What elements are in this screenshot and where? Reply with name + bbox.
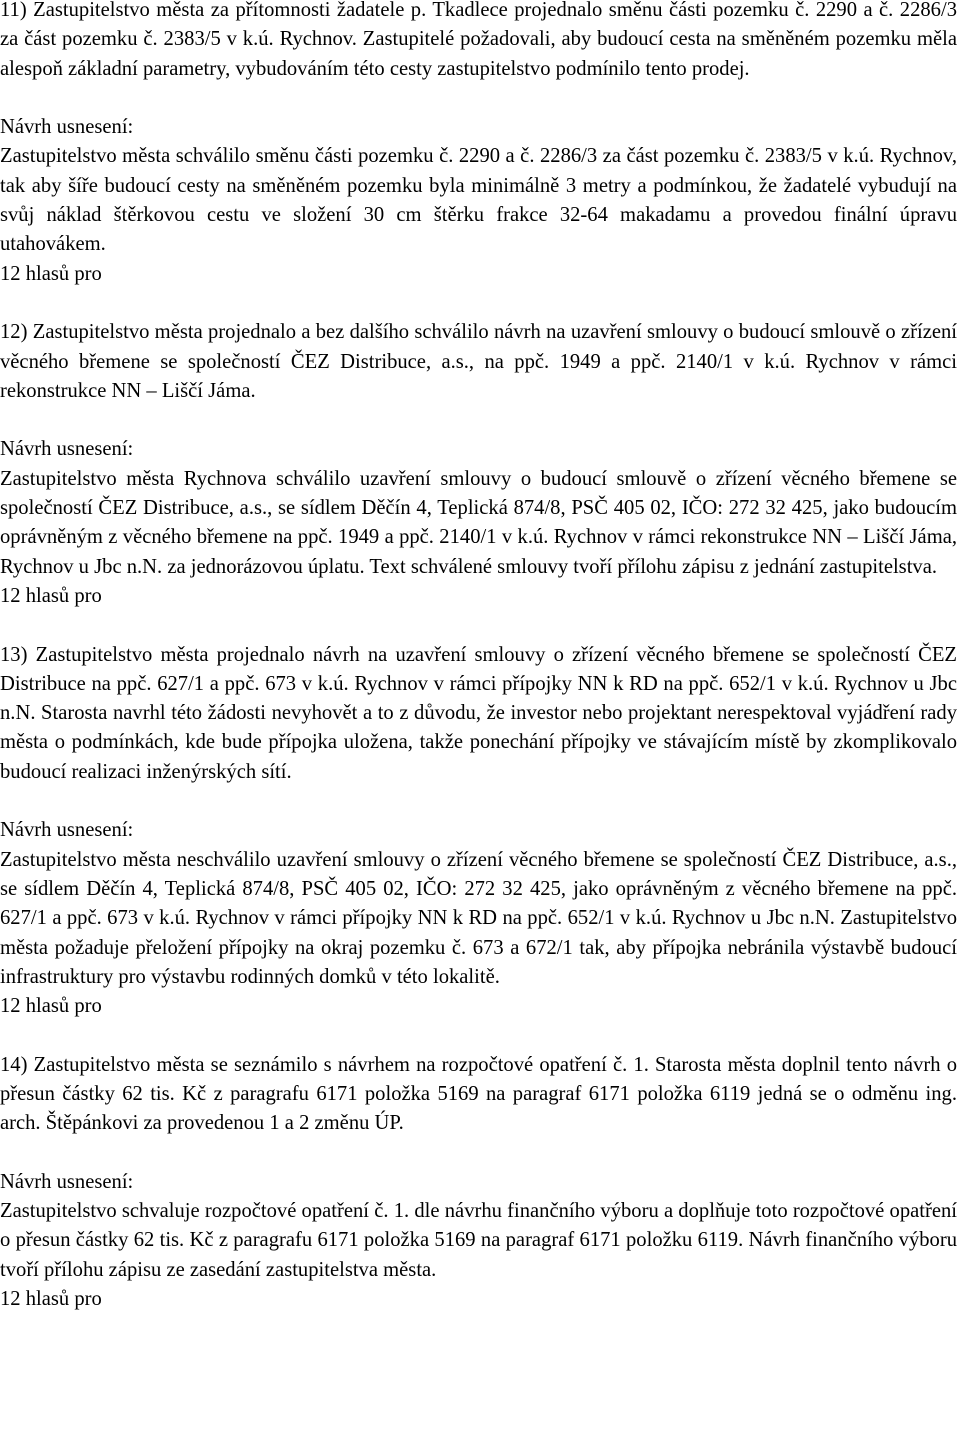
item-number: 14) [0, 1053, 28, 1076]
proposal-heading: Návrh usnesení: [0, 819, 134, 842]
agenda-item-12 [0, 318, 957, 611]
agenda-item-14 [0, 1051, 957, 1315]
vote-result: 12 hlasů pro [0, 262, 102, 285]
item-text [0, 318, 957, 406]
item-text [0, 641, 957, 787]
item-description: Zastupitelstvo města za přítomnosti žadatele p. Tkadlece projednalo směnu části pozemku č. 2290 a č. 2286/3 za část pozemku č. 2383/5 v k.ú. Rychnov. Zastupitelé požadovali, aby budoucí cesta na směněném pozemku měla alespoň základní parametry, vybudováním této cesty zastupitelstvo podmínilo tento prodej. [0, 0, 957, 80]
resolution-text: Zastupitelstvo schvaluje rozpočtové opatření č. 1. dle návrhu finančního výboru a doplňuje toto rozpočtové opatření o přesun částky 62 tis. Kč z paragrafu 6171 položka 5169 na paragraf 6171 položku 6119. Návrh finančního výboru tvoří přílohu zápisu ze zasedání zastupitelstva města. [0, 1200, 957, 1281]
proposal-heading: Návrh usnesení: [0, 116, 134, 139]
item-number: 13) [0, 643, 28, 666]
paragraph-spacer [0, 84, 957, 113]
paragraph-spacer [0, 1139, 957, 1168]
vote-result: 12 hlasů pro [0, 1288, 102, 1311]
resolution-text: Zastupitelstvo města schválilo směnu části pozemku č. 2290 a č. 2286/3 za část pozemku č. 2383/5 v k.ú. Rychnov, tak aby šíře budoucí cesty na směněném pozemku byla minimálně 3 metry a podmínkou, že žadatelé vybudují na svůj náklad štěrkovou cestu ve složení 30 cm štěrku frakce 32-64 makadamu a provedou finální úpravu utahovákem. [0, 145, 957, 256]
agenda-item-13 [0, 641, 957, 1022]
item-number: 11) [0, 0, 27, 21]
item-description: Zastupitelstvo města projednalo návrh na uzavření smlouvy o zřízení věcného břemene se společností ČEZ Distribuce na ppč. 627/1 a ppč. 673 v k.ú. Rychnov v rámci přípojky NN k RD na ppč. 652/1 v k.ú. Rychnov u Jbc n.N. Starosta navrhl této žádosti nevyhovět a to z důvodu, že investor nebo projektant nerespektoval vyjádření rady města o podmínkách, kde bude přípojka uložena, takže ponechání přípojky ve stávajícím místě by zkomplikovalo budoucí realizaci inženýrských sítí. [0, 643, 957, 783]
section-spacer [0, 611, 957, 640]
paragraph-spacer [0, 406, 957, 435]
section-spacer [0, 1021, 957, 1050]
item-description: Zastupitelstvo města se seznámilo s návrhem na rozpočtové opatření č. 1. Starosta města doplnil tento návrh o přesun částky 62 tis. Kč z paragrafu 6171 položka 5169 na paragraf 6171 položka 6119 jedná se o odměnu ing. arch. Štěpánkovi za provedenou 1 a 2 změnu ÚP. [0, 1053, 957, 1135]
agenda-item-11 [0, 0, 957, 289]
paragraph-spacer [0, 787, 957, 816]
vote-result: 12 hlasů pro [0, 584, 102, 607]
section-spacer [0, 289, 957, 318]
proposal-heading: Návrh usnesení: [0, 438, 134, 461]
resolution-text: Zastupitelstvo města Rychnova schválilo uzavření smlouvy o budoucí smlouvě o zřízení věcného břemene se společností ČEZ Distribuce, a.s., se sídlem Děčín 4, Teplická 874/8, PSČ 405 02, IČO: 272 32 425, jako budoucím oprávněným z věcného břemene na ppč. 1949 a ppč. 2140/1 v k.ú. Rychnov v rámci rekonstrukce NN – Liščí Jáma, Rychnov u Jbc n.N. za jednorázovou úplatu. Text schválené smlouvy tvoří přílohu zápisu z jednání zastupitelstva. [0, 467, 957, 578]
vote-result: 12 hlasů pro [0, 995, 102, 1018]
item-description: Zastupitelstvo města projednalo a bez dalšího schválilo návrh na uzavření smlouvy o budoucí smlouvě o zřízení věcného břemene se společností ČEZ Distribuce, a.s., na ppč. 1949 a ppč. 2140/1 v k.ú. Rychnov v rámci rekonstrukce NN – Liščí Jáma. [0, 321, 957, 402]
item-number: 12) [0, 321, 28, 344]
resolution-text: Zastupitelstvo města neschválilo uzavření smlouvy o zřízení věcného břemene se společností ČEZ Distribuce, a.s., se sídlem Děčín 4, Teplická 874/8, PSČ 405 02, IČO: 272 32 425, jako oprávněným z věcného břemene na ppč. 627/1 a ppč. 673 v k.ú. Rychnov v rámci přípojky NN k RD na ppč. 652/1 v k.ú. Rychnov u Jbc n.N. Zastupitelstvo města požaduje přeložení přípojky na okraj pozemku č. 673 a 672/1 tak, aby přípojka nebránila výstavbě budoucí infrastruktury pro výstavbu rodinných domků v této lokalitě. [0, 848, 957, 988]
item-text [0, 1051, 957, 1139]
proposal-heading: Návrh usnesení: [0, 1170, 134, 1193]
item-text [0, 0, 957, 84]
